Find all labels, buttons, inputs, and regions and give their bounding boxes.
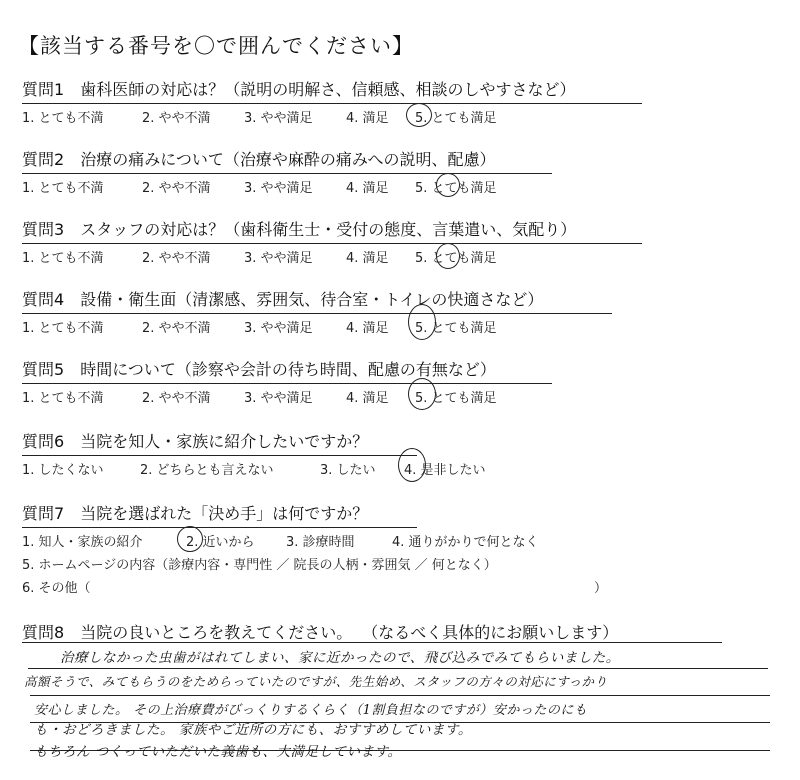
handwritten-line-1: 治療しなかった虫歯がはれてしまい、家に近かったので、飛び込みでみてもらいました。 [60, 650, 620, 666]
question-6 [22, 432, 662, 478]
question-number: 質問7 [22, 504, 65, 523]
writing-line [22, 642, 722, 643]
option-4[interactable]: 4. 満足 [346, 111, 389, 126]
handwritten-line-3: 安心しました。 その上治療費がびっくりするくらく（1割負担なのですが）安かったのにも [34, 703, 588, 718]
option-4[interactable]: 4. 通りがかりで何となく [392, 535, 539, 550]
option-3[interactable]: 3. 診療時間 [286, 535, 355, 550]
option-4[interactable]: 4. 是非したい [404, 463, 486, 478]
option-6-close-paren: ） [594, 581, 608, 596]
option-1[interactable]: 1. とても不満 [22, 251, 104, 266]
option-1[interactable]: 1. とても不満 [22, 181, 104, 196]
handwritten-line-4: も・おどろきました。 家族やご近所の方にも、おすすめしています。 [34, 722, 472, 738]
option-1[interactable]: 1. とても不満 [22, 321, 104, 336]
handwritten-line-2: 高額そうで、みてもらうのをためらっていたのですが、先生始め、スタッフの方々の対応にすっかり [24, 674, 608, 689]
question-number: 質問6 [22, 432, 65, 451]
option-3[interactable]: 3. やや満足 [244, 111, 313, 126]
option-5[interactable]: 5. とても満足 [415, 251, 497, 266]
option-5[interactable]: 5. とても満足 [415, 181, 497, 196]
question-underline [22, 383, 552, 384]
handwritten-line-5: もちろん つくっていただいた義歯も、大満足しています。 [34, 744, 402, 760]
question-number: 質問2 [22, 150, 65, 169]
option-2[interactable]: 2. やや不満 [142, 391, 211, 406]
question-title [22, 290, 543, 312]
question-number: 質問4 [22, 290, 65, 309]
option-6-row [22, 577, 608, 596]
question-underline [22, 243, 642, 244]
question-underline [22, 313, 612, 314]
question-text: スタッフの対応は？（歯科衛生士・受付の態度、言葉遣い、気配り） [80, 220, 577, 239]
option-5[interactable]: 5. とても満足 [415, 391, 497, 406]
option-4[interactable]: 4. 満足 [346, 181, 389, 196]
option-2[interactable]: 2. やや不満 [142, 111, 211, 126]
question-number: 質問1 [22, 80, 65, 99]
option-4[interactable]: 4. 満足 [346, 321, 389, 336]
question-4 [22, 290, 662, 336]
question-3 [22, 220, 662, 266]
option-1[interactable]: 1. とても不満 [22, 391, 104, 406]
option-3[interactable]: 3. やや満足 [244, 251, 313, 266]
option-2[interactable]: 2. やや不満 [142, 321, 211, 336]
option-1[interactable]: 1. したくない [22, 463, 104, 478]
question-number: 質問3 [22, 220, 65, 239]
question-7 [22, 504, 662, 596]
option-3[interactable]: 3. やや満足 [244, 391, 313, 406]
question-title [22, 432, 368, 454]
question-text: 当院の良いところを教えてください。 [80, 623, 353, 642]
question-title [22, 504, 368, 526]
question-title [22, 360, 496, 382]
option-1[interactable]: 1. とても不満 [22, 111, 104, 126]
option-2[interactable]: 2. やや不満 [142, 251, 211, 266]
instruction-header: 【該当する番号を〇で囲んでください】 [18, 34, 414, 58]
question-number: 質問8 [22, 623, 65, 642]
question-text: 時間について（診察や会計の待ち時間、配慮の有無など） [80, 360, 496, 379]
option-3[interactable]: 3. やや満足 [244, 181, 313, 196]
question-title [22, 220, 576, 242]
option-1[interactable]: 1. 知人・家族の紹介 [22, 535, 143, 550]
question-title [22, 150, 496, 172]
writing-line [30, 695, 770, 696]
question-number: 質問5 [22, 360, 65, 379]
question-text: 設備・衛生面（清潔感、雰囲気、待合室・トイレの快適さなど） [80, 290, 544, 309]
question-title [22, 80, 576, 102]
question-1 [22, 80, 662, 126]
option-4[interactable]: 4. 満足 [346, 251, 389, 266]
question-text: 当院を選ばれた「決め手」は何ですか？ [80, 504, 369, 523]
question-text: 当院を知人・家族に紹介したいですか？ [80, 432, 369, 451]
option-3[interactable]: 3. したい [320, 463, 376, 478]
option-5[interactable]: 5. とても満足 [415, 111, 497, 126]
question-underline [22, 527, 417, 528]
question-8-title [22, 620, 618, 643]
option-2[interactable]: 2. 近いから [186, 535, 255, 550]
option-5[interactable]: 5. とても満足 [415, 321, 497, 336]
question-note: （なるべく具体的にお願いします） [370, 623, 619, 642]
question-text: 歯科医師の対応は？（説明の明解さ、信頼感、相談のしやすさなど） [80, 80, 576, 99]
question-underline [22, 173, 552, 174]
question-2 [22, 150, 662, 196]
option-3[interactable]: 3. やや満足 [244, 321, 313, 336]
option-5[interactable]: 5. ホームページの内容（診療内容・専門性 ／ 院長の人柄・雰囲気 ／ 何となく） [22, 558, 497, 573]
option-6[interactable]: 6. その他（ [22, 581, 91, 596]
question-text: 治療の痛みについて（治療や麻酔の痛みへの説明、配慮） [80, 150, 496, 169]
question-underline [22, 103, 642, 104]
option-4[interactable]: 4. 満足 [346, 391, 389, 406]
writing-line [28, 668, 768, 669]
question-underline [22, 455, 417, 456]
question-5 [22, 360, 662, 406]
option-2[interactable]: 2. やや不満 [142, 181, 211, 196]
option-2[interactable]: 2. どちらとも言えない [140, 463, 274, 478]
